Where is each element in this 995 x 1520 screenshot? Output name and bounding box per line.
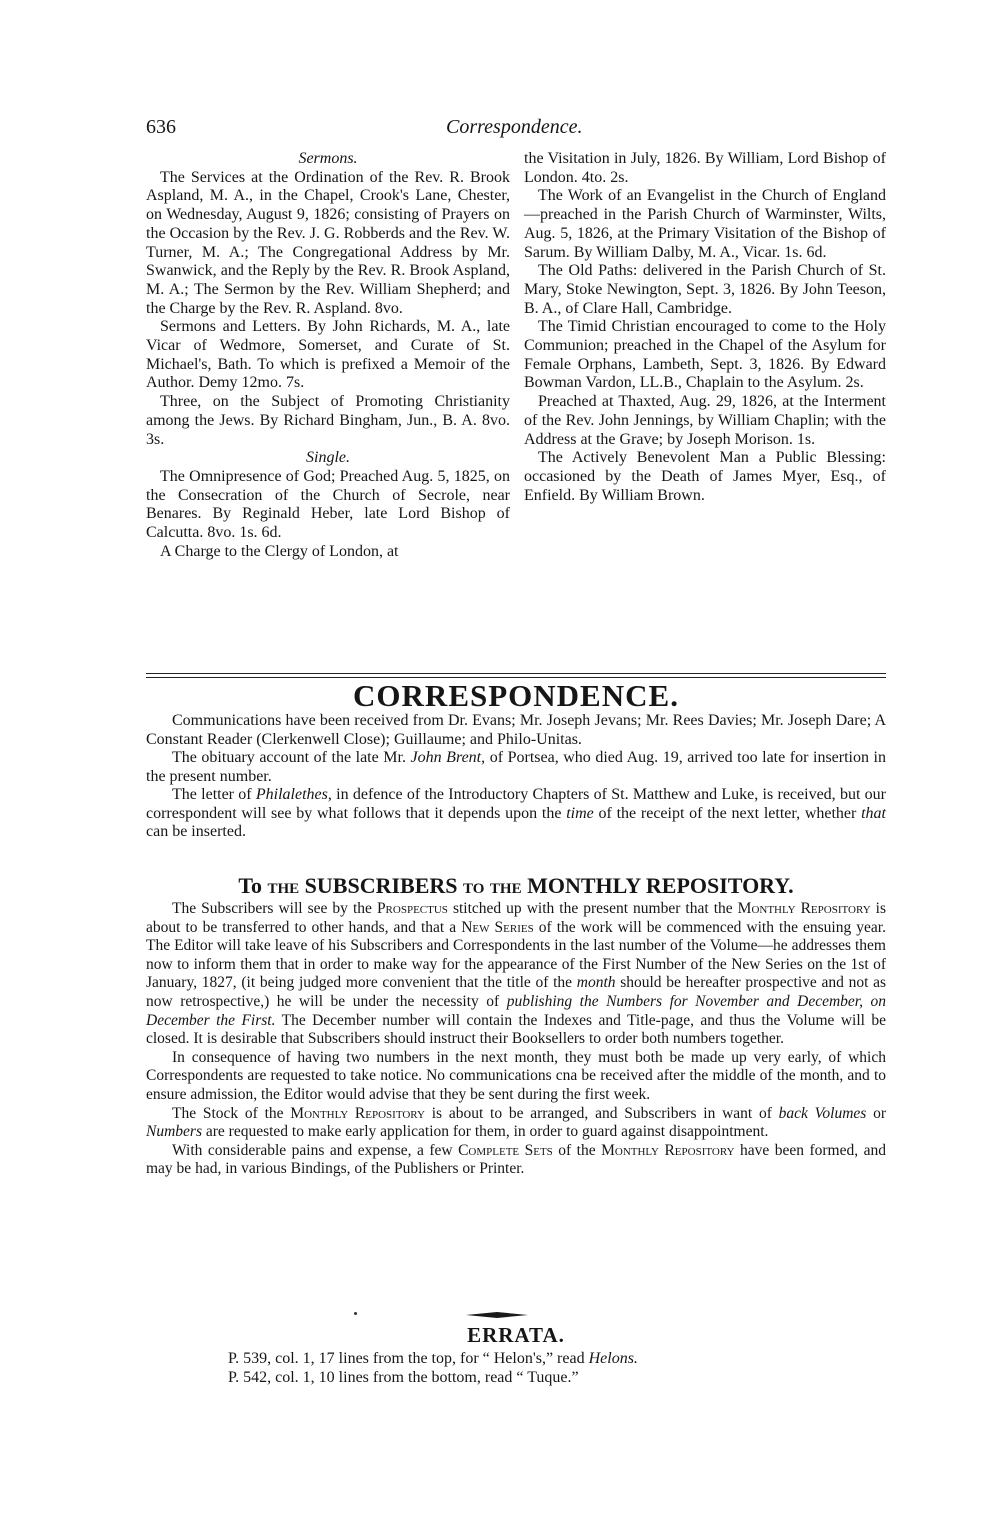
subscribers-title: To the SUBSCRIBERS to the MONTHLY REPOSITORY. [238,873,794,898]
entry-charge-clergy: A Charge to the Clergy of London, at [160,542,399,560]
subscribers-paragraph-4: With considerable pains and expense, a few Complete Sets of the Monthly Repository have been formed, and may be had, in various Bindings, of the Publishers or Printer. [146,1141,886,1178]
ornament-rule-icon [466,1311,528,1319]
entry-benevolent-man: The Actively Benevolent Man a Public Blessing: occasioned by the Death of James Myer, Esq., of Enfield. By William Brown. [524,449,886,504]
section-rule-top [146,673,886,674]
entry-omnipresence: The Omnipresence of God; Preached Aug. 5, 1825, on the Consecration of the Church of Secrole, near Benares. By Reginald Heber, late Lord Bishop of Calcutta. 8vo. 1s. 6d. [146,467,510,542]
running-title: Correspondence. [446,116,583,138]
entry-ordination-services: The Services at the Ordination of the Rev. R. Brook Aspland, M. A., in the Chapel, Crook's Lane, Chester, on Wednesday, August 9, 1826; consisting of Prayers on the Occasion by the Rev. J. G. Robberds and the Rev. W. Turner, M. A.; The Congregational Address by Mr. Swanwick, and the Reply by the Rev. R. Brook Aspland, M. A.; The Sermon by the Rev. William Shepherd; and the Charge by the Rev. R. Aspland. 8vo. [146,168,510,317]
left-column [146,150,510,561]
right-column [524,150,886,505]
subscribers-paragraph-2: In consequence of having two numbers in the next month, they must both be made up very early, of which Correspondents are requested to take notice. No communications cna be received after the middle of the month, and to ensure admission, the Editor would advise that they be sent during the first week. [146,1048,886,1103]
errata-item: P. 539, col. 1, 17 lines from the top, for “ Helon's,” read Helons. [228,1350,638,1367]
entry-thaxted: Preached at Thaxted, Aug. 29, 1826, at the Interment of the Rev. John Jennings, by William Chaplin; with the Address at the Grave; by Joseph Morison. 1s. [524,393,886,448]
correspondence-section [146,712,886,842]
correspondence-philalethes: The letter of Philalethes, in defence of the Introductory Chapters of St. Matthew and Luke, is received, but our correspondent will see by what follows that it depends upon the time of the receipt of the next letter, whether that can be inserted. [146,786,886,840]
entry-timid-christian: The Timid Christian encouraged to come to the Holy Communion; preached in the Chapel of the Asylum for Female Orphans, Lambeth, Sept. 3, 1826. By Edward Bowman Vardon, LL.B., Chaplain to the Asylum. 2s. [524,318,886,392]
ink-speck [354,1312,357,1315]
entry-charge-clergy-continued: the Visitation in July, 1826. By William, Lord Bishop of London. 4to. 2s. [524,150,886,186]
correspondence-obituary: The obituary account of the late Mr. John Brent, of Portsea, who died Aug. 19, arrived too late for insertion in the present number. [146,749,887,785]
subscribers-notice [146,900,886,1179]
errata-title: ERRATA. [467,1323,565,1347]
subscribers-paragraph-3: The Stock of the Monthly Repository is about to be arranged, and Subscribers in want of back Volumes or Numbers are requested to make early application for them, in order to guard against disappointment. [146,1104,886,1141]
entry-three-sermons-jews: Three, on the Subject of Promoting Christianity among the Jews. By Richard Bingham, Jun., B. A. 8vo. 3s. [146,393,510,448]
errata-list [228,1350,868,1387]
page-number: 636 [146,116,176,138]
correspondence-communications: Communications have been received from Dr. Evans; Mr. Joseph Jevans; Mr. Rees Davies; Mr. Joseph Dare; A Constant Reader (Clerkenwell Close); Guillaume; and Philo-Unitas. [146,712,886,748]
entry-work-evangelist: The Work of an Evangelist in the Church of England—preached in the Parish Church of Warminster, Wilts, Aug. 5, 1826, at the Primary Visitation of the Bishop of Sarum. By William Dalby, M. A., Vicar. 1s. 6d. [524,187,886,261]
errata-item: P. 542, col. 1, 10 lines from the bottom, read “ Tuque.” [228,1368,579,1386]
entry-sermons-letters: Sermons and Letters. By John Richards, M. A., late Vicar of Wedmore, Somerset, and Curate of St. Michael's, Bath. To which is prefixed a Memoir of the Author. Demy 12mo. 7s. [146,318,510,392]
single-heading: Single. [306,449,350,467]
page-header [146,116,886,144]
correspondence-title: CORRESPONDENCE. [353,678,679,713]
subscribers-paragraph-1: The Subscribers will see by the Prospectus stitched up with the present number that the Monthly Repository is about to be transferred to other hands, and that a New Series of the work will be commenced with the ensuing year. The Editor will take leave of his Subscribers and Correspondents in the last number of the Volume—he addresses them now to inform them that in order to make way for the appearance of the First Number of the New Series on the 1st of January, 1827, (it being judged more convenient that the title of the month should be hereafter prospective and not as now retrospective,) he will be under the necessity of publishing the Numbers for November and December, on December the First. The December number will contain the Indexes and Title-page, and thus the Volume will be closed. It is desirable that Subscribers should instruct their Booksellers to order both numbers together. [146,900,887,1048]
sermons-heading: Sermons. [298,150,358,167]
entry-old-paths: The Old Paths: delivered in the Parish Church of St. Mary, Stoke Newington, Sept. 3, 1826. By John Teeson, B. A., of Clare Hall, Cambridge. [524,262,886,317]
